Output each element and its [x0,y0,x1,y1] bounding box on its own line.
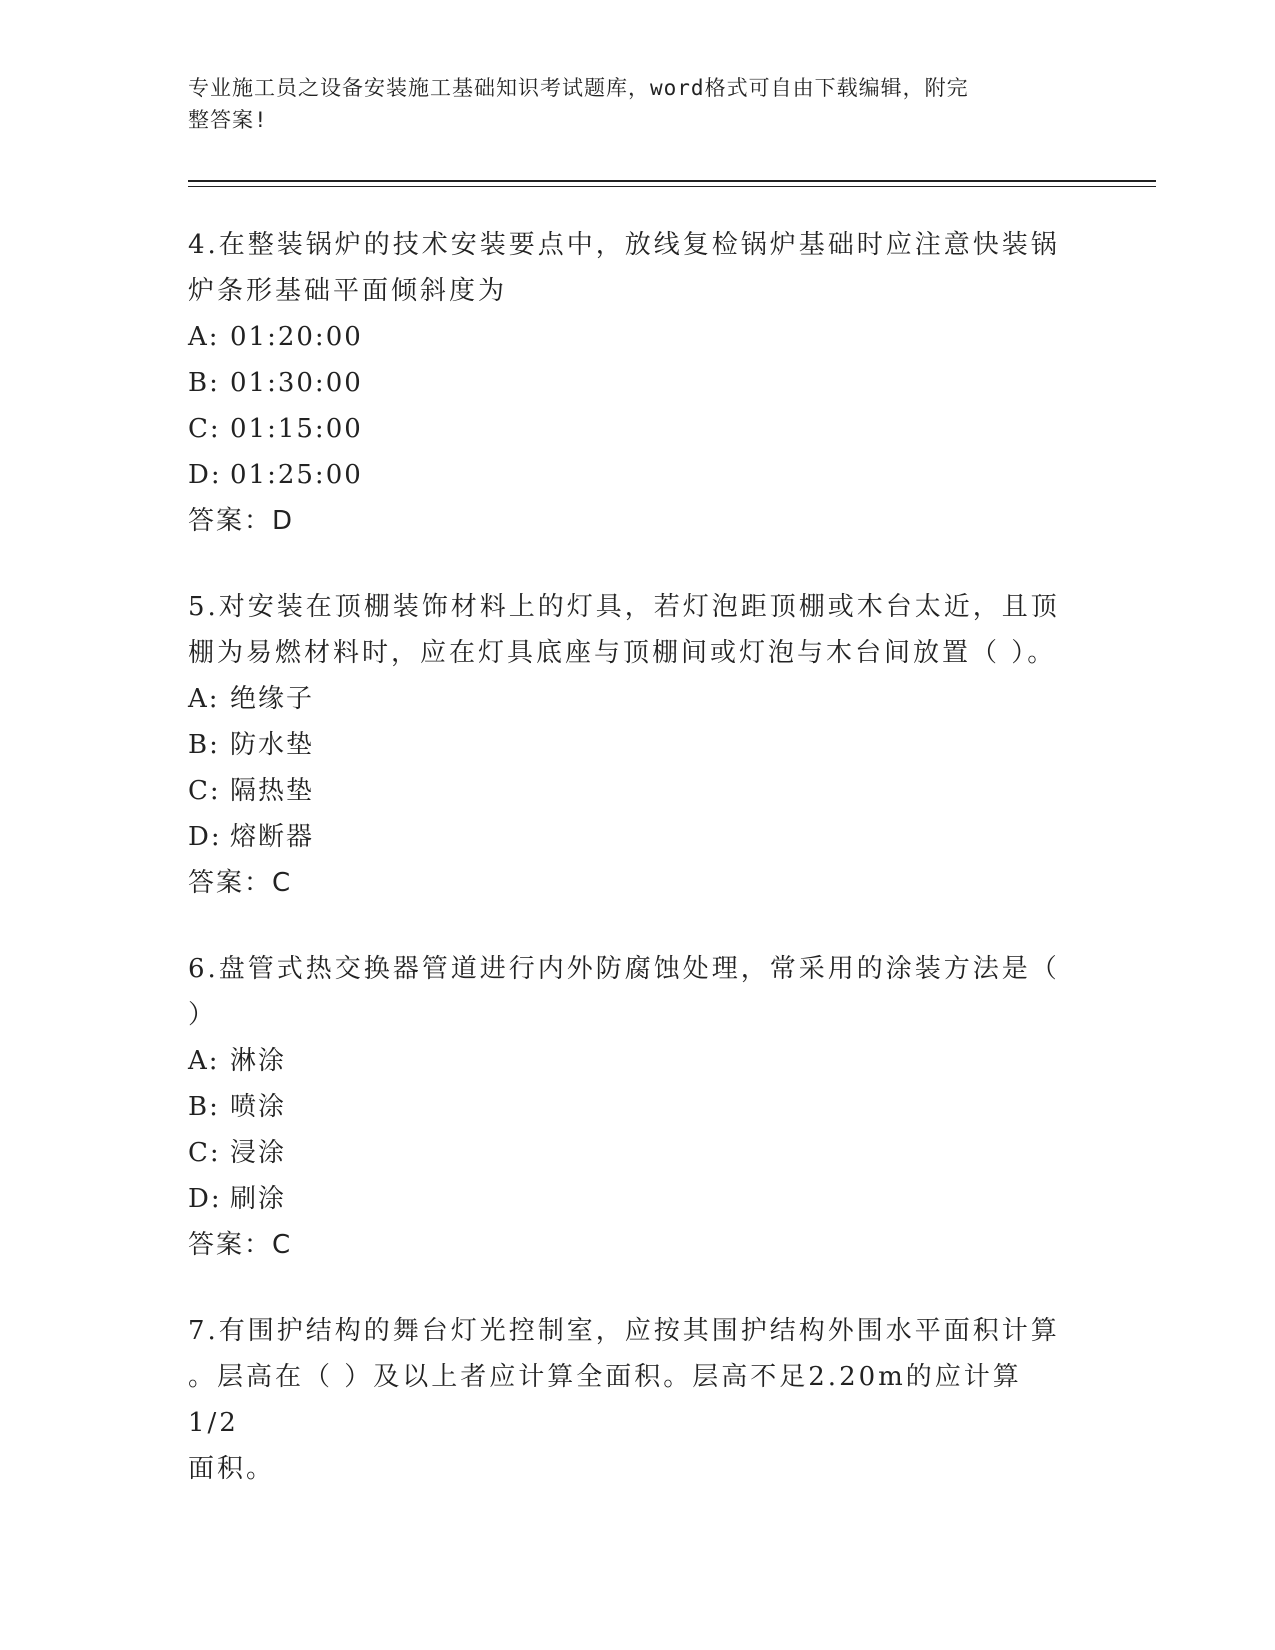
question-stem-line: ） [188,1000,218,1030]
document-header [188,72,1068,136]
option-c: C: 浸涂 [188,1138,287,1168]
question-4 [188,222,1068,544]
question-5 [188,584,1068,906]
question-stem-line: 棚为易燃材料时，应在灯具底座与顶棚间或灯泡与木台间放置（ ）。 [188,638,1057,668]
option-a: A: 01:20:00 [188,322,363,352]
option-c: C: 01:15:00 [188,414,363,444]
answer-line: 答案：C [188,868,293,898]
question-stem-line: 炉条形基础平面倾斜度为 [188,276,508,306]
header-divider-thick [188,180,1156,182]
question-stem-line: 。层高在（ ）及以上者应计算全面积。层高不足2.20m的应计算1/2 [188,1362,1022,1438]
option-d: D: 01:25:00 [188,460,363,490]
answer-line: 答案：D [188,506,295,536]
option-a: A: 淋涂 [188,1046,287,1076]
header-line-2: 整答案! [188,108,268,132]
question-stem-line: 5.对安装在顶棚装饰材料上的灯具，若灯泡距顶棚或木台太近，且顶 [188,592,1060,622]
question-stem-line: 6.盘管式热交换器管道进行内外防腐蚀处理，常采用的涂装方法是（ [188,954,1060,984]
option-a: A: 绝缘子 [188,684,315,714]
option-d: D: 熔断器 [188,822,315,852]
option-b: B: 01:30:00 [188,368,363,398]
option-c: C: 隔热垫 [188,776,315,806]
option-d: D: 刷涂 [188,1184,287,1214]
header-line-1: 专业施工员之设备安装施工基础知识考试题库，word格式可自由下载编辑，附完 [188,76,969,100]
question-stem-line: 4.在整装锅炉的技术安装要点中，放线复检锅炉基础时应注意快装锅 [188,230,1060,260]
answer-line: 答案：C [188,1230,293,1260]
question-7 [188,1308,1068,1492]
option-b: B: 防水垫 [188,730,315,760]
question-6 [188,946,1068,1268]
question-stem-line: 面积。 [188,1454,276,1484]
header-divider-thin [188,186,1156,187]
question-stem-line: 7.有围护结构的舞台灯光控制室，应按其围护结构外围水平面积计算 [188,1316,1060,1346]
option-b: B: 喷涂 [188,1092,287,1122]
